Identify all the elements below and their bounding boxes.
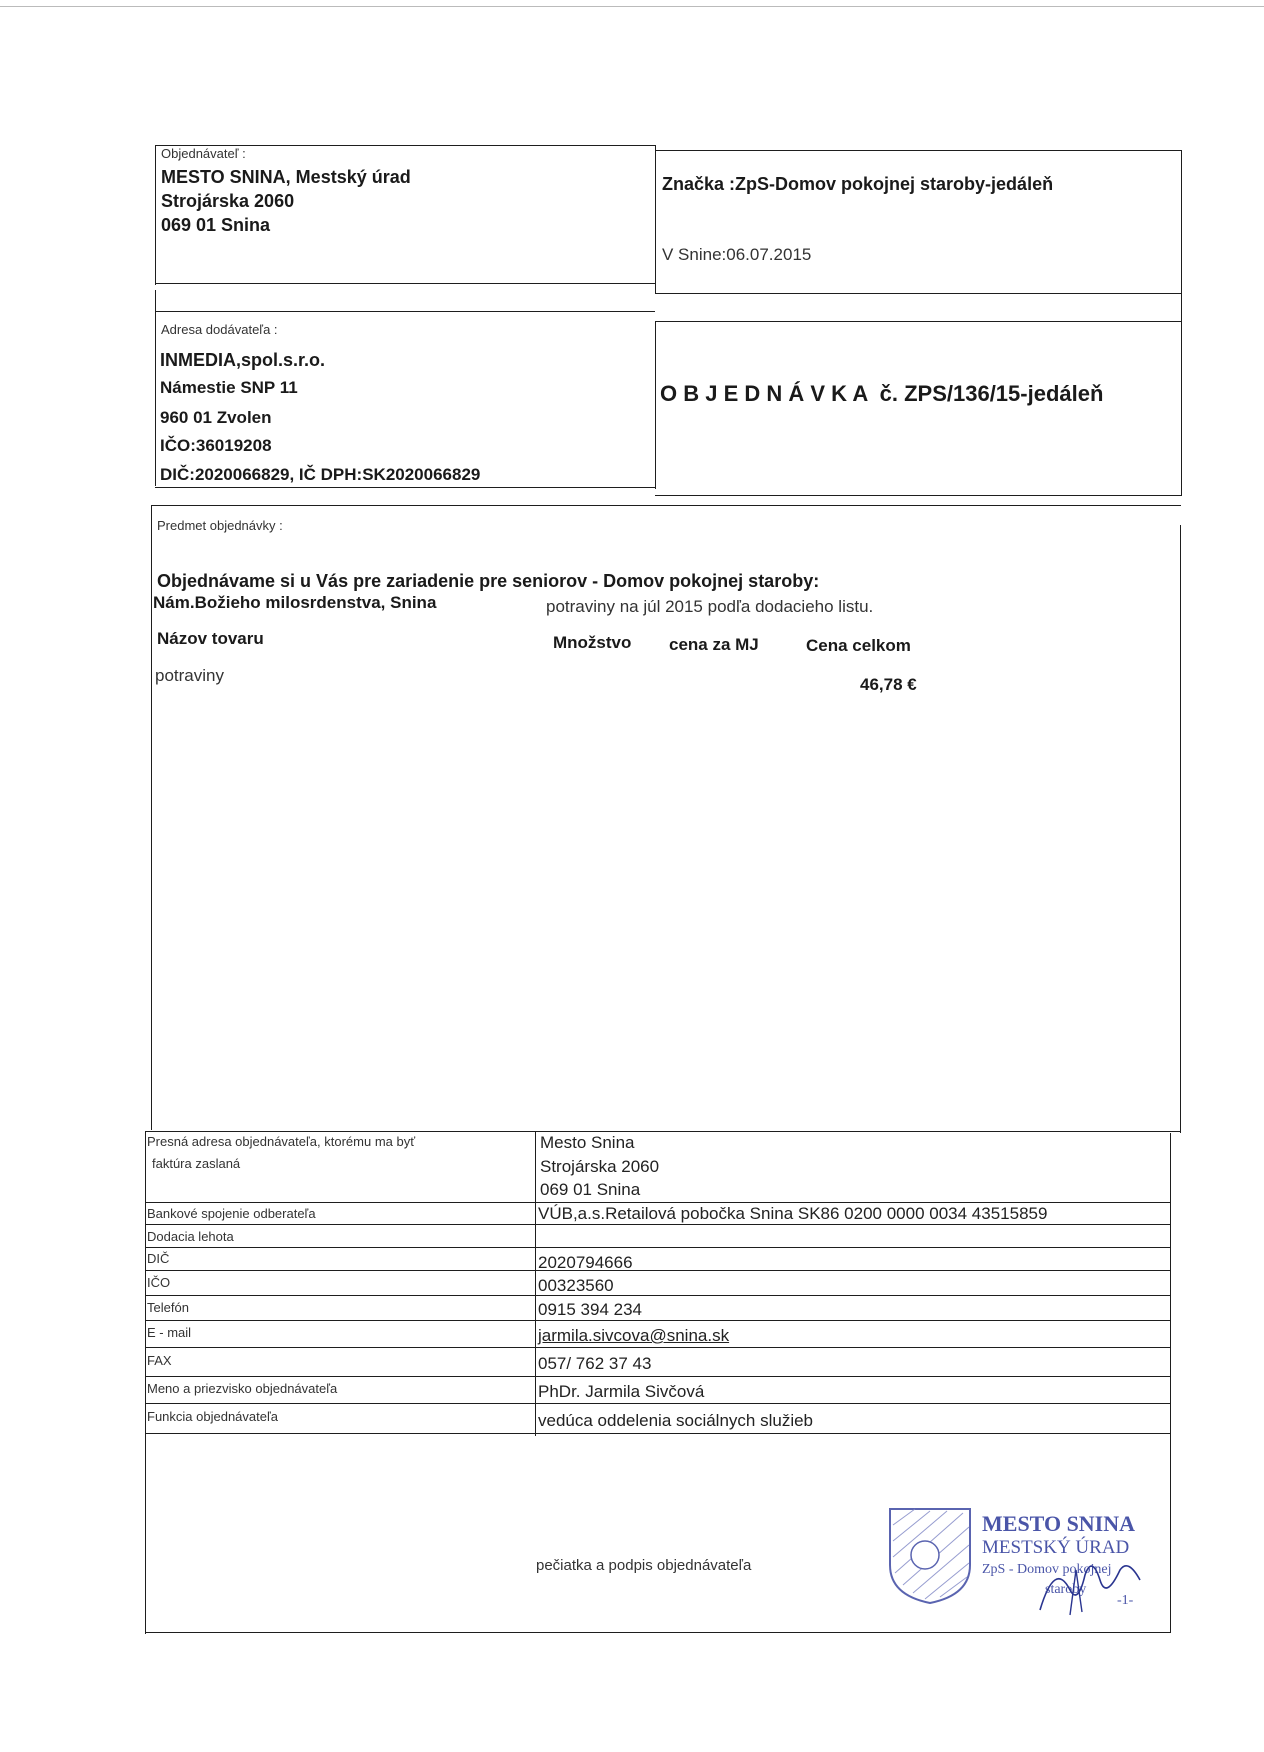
- border-line: [1181, 150, 1182, 495]
- orderer-name: MESTO SNINA, Mestský úrad: [161, 167, 411, 187]
- ico-label: IČO: [147, 1275, 171, 1290]
- border-line: [155, 283, 655, 284]
- border-line: [145, 1632, 1170, 1633]
- address-line3: 069 01 Snina: [540, 1180, 641, 1199]
- bank-value: VÚB,a.s.Retailová pobočka Snina SK86 0200 0000 0034 43515859: [538, 1204, 1048, 1223]
- name-value: PhDr. Jarmila Sivčová: [538, 1382, 705, 1401]
- address-line1: Mesto Snina: [540, 1133, 635, 1152]
- border-line: [155, 145, 156, 285]
- orderer-street: Strojárska 2060: [161, 191, 295, 211]
- border-line: [145, 1131, 146, 1634]
- border-line: [655, 321, 1182, 322]
- border-line: [655, 293, 1182, 294]
- border-line: [145, 1224, 1170, 1225]
- stamp-line3: ZpS - Domov pokojnej: [982, 1562, 1112, 1577]
- coat-of-arms-icon: [885, 1505, 975, 1605]
- border-line: [145, 1403, 1170, 1404]
- supplier-label: Adresa dodávateľa :: [161, 322, 278, 337]
- email-label: E - mail: [147, 1325, 192, 1340]
- ico-value: 00323560: [538, 1276, 614, 1295]
- border-line: [535, 1131, 536, 1436]
- item-name: potraviny: [155, 666, 224, 685]
- border-line: [151, 505, 152, 1130]
- supplier-name: INMEDIA,spol.s.r.o.: [160, 350, 326, 370]
- function-label: Funkcia objednávateľa: [147, 1409, 278, 1424]
- stamp-line2: MESTSKÝ ÚRAD: [982, 1537, 1130, 1558]
- column-header-total: Cena celkom: [806, 636, 911, 655]
- orderer-city: 069 01 Snina: [161, 215, 271, 235]
- border-line: [155, 487, 655, 488]
- border-line: [1170, 1133, 1171, 1633]
- scan-edge-line: [0, 6, 1264, 7]
- supplier-dic: DIČ:2020066829, IČ DPH:SK2020066829: [160, 465, 481, 484]
- subject-description: potraviny na júl 2015 podľa dodacieho listu.: [546, 597, 874, 616]
- bank-label: Bankové spojenie odberateľa: [147, 1206, 316, 1221]
- border-line: [155, 290, 156, 486]
- column-header-name: Názov tovaru: [157, 629, 264, 648]
- border-line: [145, 1347, 1170, 1348]
- subject-line1: Objednávame si u Vás pre zariadenie pre seniorov - Domov pokojnej staroby:: [157, 571, 820, 591]
- address-label-line2: faktúra zaslaná: [152, 1156, 241, 1171]
- border-line: [655, 145, 656, 293]
- border-line: [151, 505, 1181, 506]
- border-line: [145, 1320, 1170, 1321]
- stamp-line4: staroby: [1045, 1582, 1087, 1597]
- border-line: [145, 1295, 1170, 1296]
- stamp-line1: MESTO SNINA: [982, 1511, 1136, 1536]
- subject-label: Predmet objednávky :: [157, 518, 283, 533]
- phone-label: Telefón: [147, 1300, 189, 1315]
- dic-label: DIČ: [147, 1251, 170, 1266]
- border-line: [145, 1270, 1170, 1271]
- border-line: [655, 321, 656, 489]
- subject-location: Nám.Božieho milosrdenstva, Snina: [153, 593, 437, 612]
- border-line: [655, 150, 1182, 151]
- border-line: [145, 1202, 1170, 1203]
- border-line: [655, 495, 1182, 496]
- supplier-ico: IČO:36019208: [160, 436, 272, 455]
- delivery-label: Dodacia lehota: [147, 1229, 234, 1244]
- dic-value: 2020794666: [538, 1253, 633, 1272]
- border-line: [155, 311, 655, 312]
- function-value: vedúca oddelenia sociálnych služieb: [538, 1411, 814, 1430]
- border-line: [145, 1131, 1180, 1132]
- supplier-street: Námestie SNP 11: [160, 378, 298, 397]
- border-line: [145, 1376, 1170, 1377]
- column-header-quantity: Množstvo: [553, 633, 632, 652]
- orderer-label: Objednávateľ :: [161, 146, 246, 161]
- phone-value: 0915 394 234: [538, 1300, 642, 1319]
- border-line: [145, 1247, 1170, 1248]
- stamp-line5: -1-: [1117, 1593, 1134, 1608]
- supplier-city: 960 01 Zvolen: [160, 408, 272, 427]
- signature-scribble: [1030, 1550, 1150, 1620]
- column-header-unit-price: cena za MJ: [669, 635, 759, 654]
- border-line: [145, 1433, 1170, 1434]
- fax-label: FAX: [147, 1353, 172, 1368]
- order-date: V Snine:06.07.2015: [662, 245, 812, 264]
- fax-value: 057/ 762 37 43: [538, 1354, 652, 1373]
- email-value[interactable]: jarmila.sivcova@snina.sk: [538, 1326, 730, 1345]
- item-total: 46,78 €: [860, 675, 917, 694]
- order-title: O B J E D N Á V K A č. ZPS/136/15-jedáleň: [660, 381, 1104, 406]
- name-label: Meno a priezvisko objednávateľa: [147, 1381, 338, 1396]
- address-line2: Strojárska 2060: [540, 1157, 660, 1176]
- order-mark: Značka :ZpS-Domov pokojnej staroby-jedáleň: [662, 174, 1054, 194]
- border-line: [1180, 525, 1181, 1133]
- address-label-line1: Presná adresa objednávateľa, ktorému ma byť: [147, 1134, 416, 1149]
- signature-label: pečiatka a podpis objednávateľa: [536, 1557, 752, 1574]
- official-stamp: [885, 1505, 1160, 1615]
